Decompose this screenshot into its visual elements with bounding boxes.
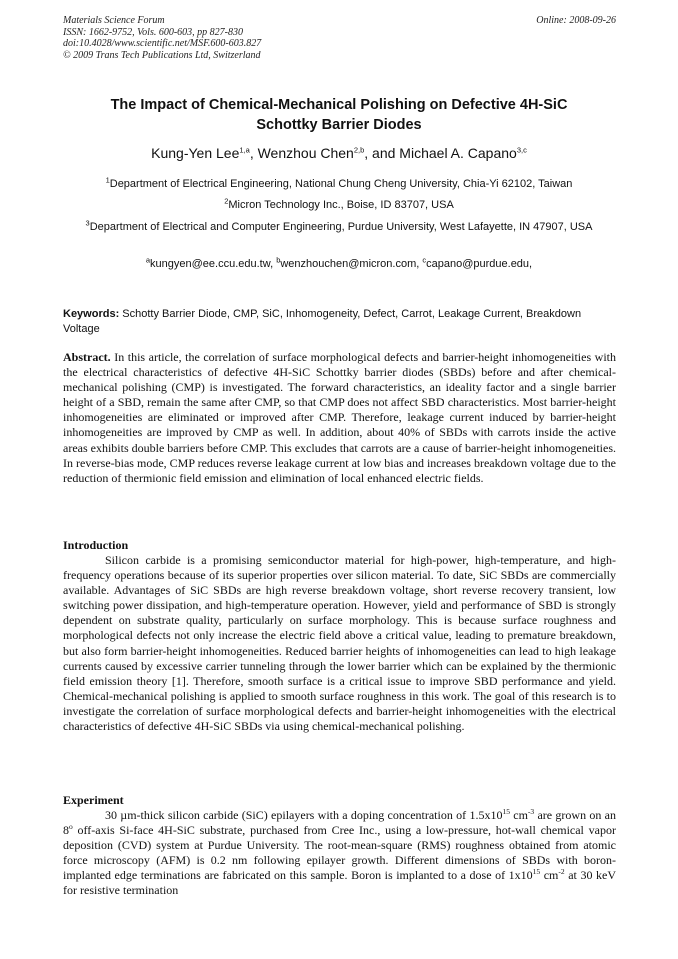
experiment-sup: 15 [532,867,541,877]
experiment-text: at 30 keV for resistive termination [63,868,616,898]
author-sup: 1,a [239,145,250,155]
author-emails [60,257,618,272]
issn-line: ISSN: 1662-9752, Vols. 600-603, pp 827-830 [63,26,243,38]
affiliation-2 [60,198,618,213]
experiment-sup: 15 [502,807,510,816]
journal-header [63,15,616,61]
experiment-sup: -2 [558,867,565,877]
experiment-sup: -3 [527,807,535,816]
author-name: , Wenzhou Chen [249,145,354,161]
affiliation-sup: 3 [85,218,90,228]
experiment-sup: o [69,822,73,832]
email-link[interactable]: wenzhouchen@micron.com, [280,258,423,270]
experiment-heading: Experiment [63,793,124,807]
email-link[interactable]: kungyen@ee.ccu.edu.tw, [150,258,277,270]
abstract [63,350,616,486]
abstract-text: In this article, the correlation of surface morphological defects and barrier-height inhomogeneities with the electrical characteristics of defective 4H-SiC Schottky barrier diodes (SBDs) before and after chemical-mechanical polishing (CMP) is investigated. The forward characteristics, an ideality factor and a single barrier height of a SBD, remain the same after CMP, so that CMP does not affect SBD characteristics. Most barrier-height inhomogeneities are eliminated or improved after CMP. Therefore, leakage current induced by barrier-height inhomogeneities are improved by CMP as well. In addition, about 40% of SBDs with carrots inside the active areas exhibits double barriers before CMP. This excludes that carrots are a cause of barrier-height inhomogeneities. In reverse-bias mode, CMP reduces reverse leakage current at low bias and increases breakdown voltage due to the reduction of thermionic field emission and elimination of local enhanced electric fields. [63,350,617,485]
affiliation-sup: 2 [224,196,229,206]
affiliation-text: Department of Electrical Engineering, National Chung Cheng University, Chia-Yi 62102, Taiwan [109,178,573,190]
experiment-text: cm [509,808,528,822]
title-line-2: Schottky Barrier Diodes [256,117,422,133]
author-name: , and Michael A. Capano [364,145,517,161]
online-date: Online: 2008-09-26 [536,15,616,26]
affiliation-text: Department of Electrical and Computer Engineering, Purdue University, West Lafayette, IN 47907, USA [89,221,593,233]
title-line-1: The Impact of Chemical-Mechanical Polishing on Defective 4H-SiC [110,97,568,113]
experiment-body [63,808,616,899]
keywords-text: Schotty Barrier Diode, CMP, SiC, Inhomogeneity, Defect, Carrot, Leakage Current, Breakdown Voltage [63,308,582,335]
email-sup: a [145,255,151,265]
doi-line: doi:10.4028/www.scientific.net/MSF.600-603.827 [63,38,262,49]
paper-title [60,95,618,135]
affiliation-1 [60,177,618,192]
experiment-text: cm [540,868,559,883]
email-link[interactable]: capano@purdue.edu, [426,258,533,270]
author-sup: 3,c [516,145,527,155]
email-sup: c [422,255,427,265]
author-list [60,145,618,161]
journal-name: Materials Science Forum [63,15,165,26]
author-name: Kung-Yen Lee [151,145,240,161]
introduction-heading: Introduction [63,538,129,552]
copyright-line: © 2009 Trans Tech Publications Ltd, Switzerland [63,49,261,61]
abstract-label: Abstract. [63,350,111,364]
experiment-text: 30 µm-thick silicon carbide (SiC) epilayers with a doping concentration of 1.5x10 [105,808,503,822]
keywords-label: Keywords: [63,308,120,320]
author-sup: 2,b [353,145,365,155]
affiliation-3 [60,220,618,235]
introduction-body: Silicon carbide is a promising semiconductor material for high-power, high-temperature, and high-frequency operations because of its superior properties over silicon material. To date, SiC SBDs are commercially available. Advantages of SiC SBDs are high reverse breakdown voltage, short reverse recovery transient, low switching power dissipation, and high-temperature operation. However, yield and performance of SBD is strongly dependent on substrate quality, particularly on surface morphology. This is because surface roughness and morphological defects not only increase the electric field above a critical value, leading to premature breakdown, but also form barrier-height inhomogeneities. Reduced barrier heights of inhomogeneities can lead to high leakage currents caused by excessive carrier tunneling through the lower barrier which can be explained by the thermionic field emission theory [1]. Therefore, smooth surface is a critical issue to improve SBD performance and yield. Chemical-mechanical polishing is applied to smooth surface roughness in this work. The goal of this research is to investigate the correlation of surface morphological defects and barrier-height inhomogeneities with the electrical characteristics of defective 4H-SiC SBDs via using chemical-mechanical polishing. [63,553,616,734]
keywords [63,307,616,337]
email-sup: b [276,255,281,265]
experiment-text: are grown on an 8 [63,808,617,838]
affiliation-sup: 1 [105,175,110,185]
experiment-text: off-axis Si-face 4H-SiC substrate, purchased from Cree Inc., using a low-pressure, hot-wall chemical vapor deposition (CVD) system at Purdue University. The root-mean-square (RMS) roughness obtained from atomic force microscopy (AFM) is 0.2 nm following epilayer growth. Different dimensions of SBDs with boron-implanted edge terminations are fabricated on this sample. Boron is implanted to a dose of 1x10 [63,823,616,883]
affiliation-text: Micron Technology Inc., Boise, ID 83707, USA [228,199,454,211]
